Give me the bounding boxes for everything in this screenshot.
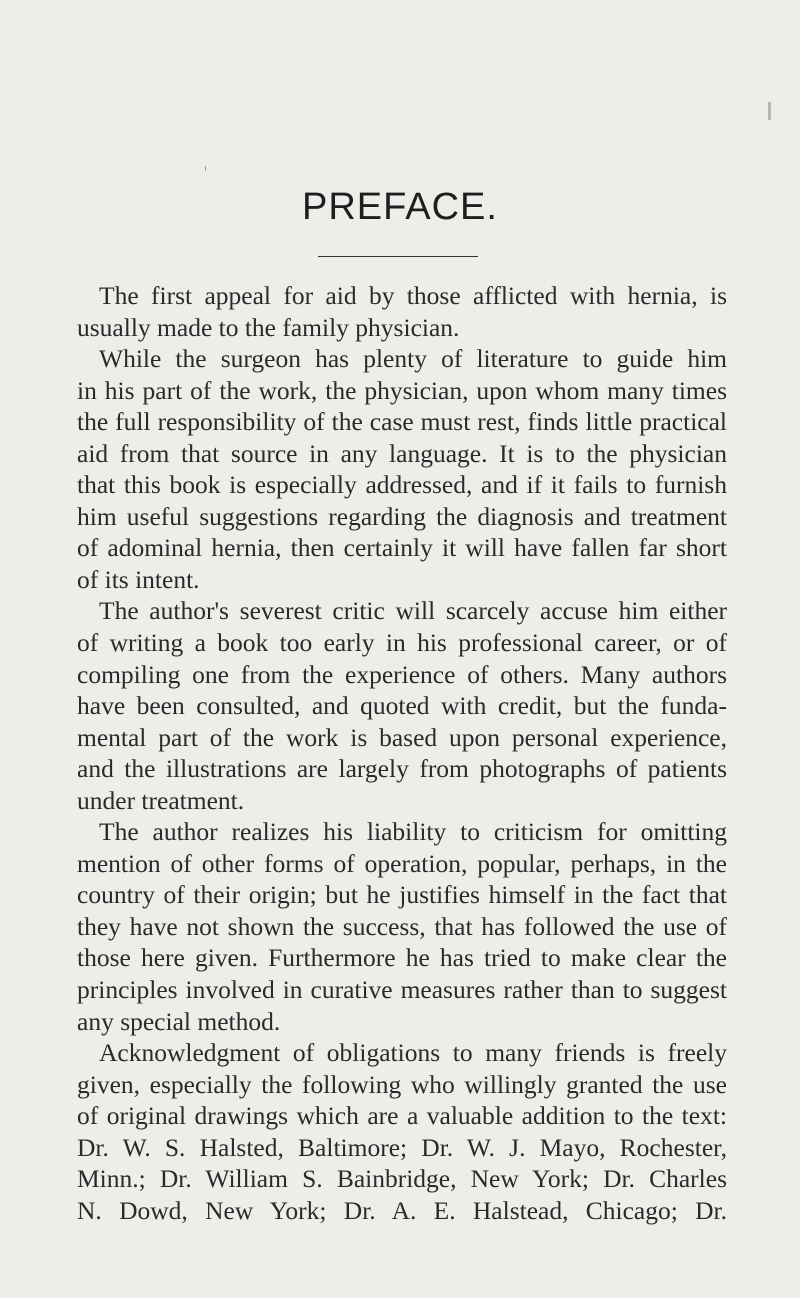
text-line: have been consulted, and quoted with credit, but the funda- [77,691,727,721]
text-line: The author's severest critic will scarcely accuse him either [99,596,727,626]
text-line: him useful suggestions regarding the diagnosis and treatment [77,501,727,531]
text-line: usually made to the family physician. [77,312,460,342]
text-line: of original drawings which are a valuable addition to the text: [77,1101,727,1131]
text-line: of adominal hernia, then certainly it will have fallen far short [77,533,727,563]
text-line: The author realizes his liability to criticism for omitting [99,817,727,847]
print-speck [205,166,206,171]
text-line: The first appeal for aid by those afflicted with hernia, is [99,281,727,310]
text-line: compiling one from the experience of others. Many authors [77,659,727,689]
text-line: mention of other forms of operation, popular, perhaps, in the [77,848,727,878]
text-line: they have not shown the success, that has followed the use of [77,911,727,941]
text-line: Acknowledgment of obligations to many friends is freely [99,1038,727,1068]
text-line: country of their origin; but he justifies himself in the fact that [77,880,727,910]
text-line: those here given. Furthermore he has tried to make clear the [77,943,727,973]
text-line: and the illustrations are largely from photographs of patients [77,754,727,784]
text-line: under treatment. [77,785,245,815]
text-line: of writing a book too early in his professional career, or of [77,628,727,658]
text-line: of its intent. [77,564,200,594]
page-title: PREFACE. [302,186,498,228]
title-divider [318,256,478,257]
text-line: Minn.; Dr. William S. Bainbridge, New York; Dr. Charles [77,1164,727,1194]
text-line: principles involved in curative measures rather than to suggest [77,975,727,1005]
text-line: While the surgeon has plenty of literature to guide him [99,344,727,374]
text-line: the full responsibility of the case must rest, finds little practical [77,407,727,437]
text-line: in his part of the work, the physician, upon whom many times [77,375,727,405]
text-line: Dr. W. S. Halsted, Baltimore; Dr. W. J. Mayo, Rochester, [77,1132,727,1162]
text-line: mental part of the work is based upon personal experience, [77,722,727,752]
preface-body [77,280,727,1226]
text-line: given, especially the following who willingly granted the use [77,1069,727,1099]
print-speck [768,102,771,120]
text-line: N. Dowd, New York; Dr. A. E. Halstead, Chicago; Dr. [77,1195,727,1225]
text-line: any special method. [77,1006,281,1036]
text-line: aid from that source in any language. It is to the physician [77,438,727,468]
text-line: that this book is especially addressed, and if it fails to furnish [77,470,727,500]
